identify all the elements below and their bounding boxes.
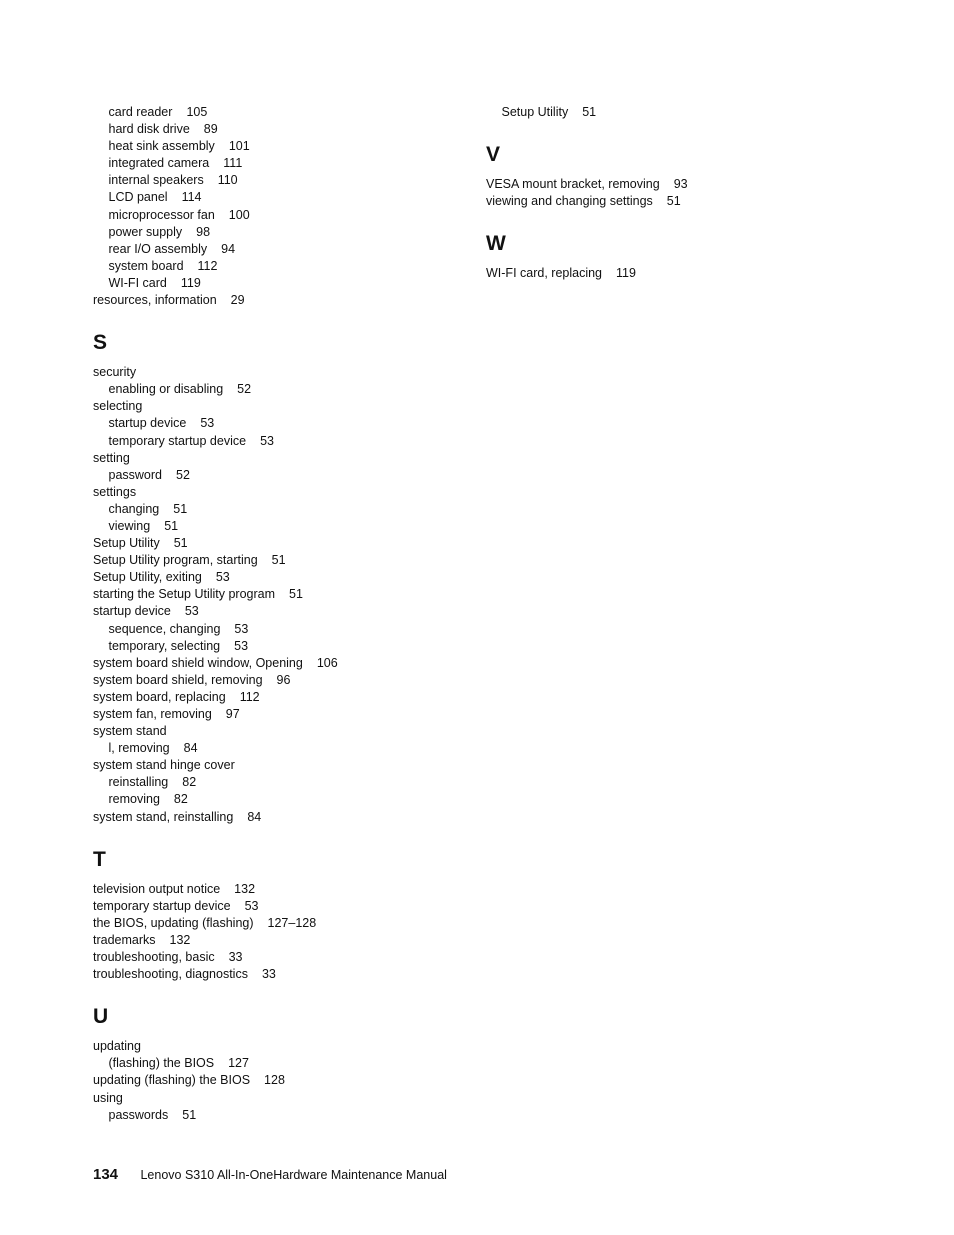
index-entry bbox=[486, 176, 866, 193]
entry-page-ref: 82 bbox=[173, 792, 188, 807]
entry-text: viewing and changing settings bbox=[486, 194, 653, 209]
entry-page-ref: 51 bbox=[582, 105, 597, 119]
entry-text: passwords bbox=[108, 1107, 169, 1122]
entry-page-ref: 127–128 bbox=[267, 915, 317, 930]
entry-text: Setup Utility bbox=[93, 536, 160, 551]
entry-text: updating bbox=[93, 1039, 141, 1054]
entry-page-ref: 112 bbox=[197, 258, 218, 273]
entry-page-ref: 53 bbox=[234, 638, 249, 653]
entry-text: startup device bbox=[108, 416, 187, 431]
entry-text: setting bbox=[93, 450, 130, 465]
index-entry bbox=[93, 292, 473, 309]
index-entry bbox=[93, 881, 473, 898]
entry-page-ref: 33 bbox=[261, 967, 276, 982]
index-subentry bbox=[93, 501, 473, 518]
entry-text: trademarks bbox=[93, 932, 156, 947]
entry-page-ref: 53 bbox=[200, 416, 215, 431]
entry-text: system fan, removing bbox=[93, 707, 212, 721]
entry-page-ref: 51 bbox=[164, 518, 179, 533]
entry-page-ref: 106 bbox=[316, 655, 338, 670]
entry-page-ref: 105 bbox=[186, 105, 208, 119]
index-entry bbox=[93, 398, 473, 415]
index-letter-heading: S bbox=[93, 331, 108, 355]
index-entry bbox=[93, 706, 473, 723]
index-subentry bbox=[93, 791, 473, 808]
entry-page-ref: 33 bbox=[228, 950, 243, 965]
entry-page-ref: 53 bbox=[215, 570, 230, 585]
entry-text: television output notice bbox=[93, 881, 221, 896]
entry-text: hard disk drive bbox=[108, 122, 190, 137]
entry-text: temporary startup device bbox=[108, 433, 247, 448]
entry-page-ref: 96 bbox=[276, 672, 291, 687]
index-entry bbox=[93, 932, 473, 949]
entry-text: troubleshooting, basic bbox=[93, 950, 215, 965]
entry-text: selecting bbox=[93, 399, 143, 414]
entry-text: reinstalling bbox=[108, 775, 169, 790]
index-subentry bbox=[93, 740, 473, 757]
index-entry bbox=[93, 535, 473, 552]
index-entry bbox=[93, 655, 473, 672]
entry-text: system stand bbox=[93, 724, 167, 739]
entry-text: the BIOS, updating (flashing) bbox=[93, 915, 254, 930]
entry-page-ref: 111 bbox=[223, 156, 243, 171]
entry-text: system board shield window, Opening bbox=[93, 655, 303, 670]
index-entry bbox=[93, 723, 473, 740]
entry-text: temporary startup device bbox=[93, 898, 231, 913]
index-column-right bbox=[486, 104, 866, 282]
index-subentry bbox=[93, 774, 473, 791]
entry-page-ref: 52 bbox=[176, 467, 190, 482]
index-entry bbox=[93, 915, 473, 932]
index-subentry bbox=[93, 207, 473, 224]
entry-page-ref: 119 bbox=[180, 275, 201, 290]
entry-page-ref: 29 bbox=[230, 293, 245, 308]
index-subentry bbox=[93, 467, 473, 484]
entry-text: WI-FI card, replacing bbox=[486, 266, 603, 281]
index-subentry bbox=[93, 275, 473, 292]
entry-page-ref: 53 bbox=[234, 621, 249, 636]
index-subentry bbox=[93, 155, 473, 172]
entry-text: startup device bbox=[93, 604, 171, 619]
entry-text: card reader bbox=[108, 105, 173, 119]
index-subentry bbox=[93, 121, 473, 138]
entry-page-ref: 132 bbox=[234, 881, 256, 896]
entry-page-ref: 101 bbox=[228, 139, 250, 154]
index-letter-heading: U bbox=[93, 1005, 109, 1029]
index-subentry bbox=[93, 415, 473, 432]
entry-page-ref: 51 bbox=[271, 553, 286, 568]
entry-page-ref: 93 bbox=[673, 177, 688, 192]
index-entry bbox=[93, 1038, 473, 1055]
entry-text: system stand hinge cover bbox=[93, 758, 235, 773]
entry-page-ref: 98 bbox=[196, 224, 211, 239]
entry-text: system board bbox=[108, 258, 184, 273]
entry-page-ref: 94 bbox=[221, 241, 236, 256]
index-entry bbox=[93, 689, 473, 706]
entry-text: rear I/O assembly bbox=[108, 241, 208, 256]
entry-page-ref: 53 bbox=[260, 433, 274, 448]
entry-page-ref: 51 bbox=[182, 1107, 197, 1122]
entry-text: troubleshooting, diagnostics bbox=[93, 967, 248, 982]
index-entry bbox=[93, 672, 473, 689]
index-entry bbox=[93, 757, 473, 774]
entry-text: security bbox=[93, 365, 137, 380]
manual-title: Lenovo S310 All-In-OneHardware Maintenance Manual bbox=[140, 1168, 447, 1182]
entry-text: password bbox=[108, 467, 162, 482]
entry-page-ref: 84 bbox=[247, 809, 262, 824]
entry-page-ref: 53 bbox=[244, 898, 259, 913]
index-subentry bbox=[486, 104, 866, 121]
index-entry bbox=[93, 586, 473, 603]
entry-page-ref: 52 bbox=[237, 382, 252, 397]
entry-text: using bbox=[93, 1090, 123, 1105]
index-subentry bbox=[93, 1055, 473, 1072]
index-entry bbox=[93, 484, 473, 501]
index-letter-heading: V bbox=[486, 143, 501, 167]
index-entry bbox=[93, 809, 473, 826]
entry-page-ref: 51 bbox=[173, 501, 188, 516]
entry-text: system board, replacing bbox=[93, 689, 226, 704]
entry-text: updating (flashing) the BIOS bbox=[93, 1073, 251, 1088]
entry-text: microprocessor fan bbox=[108, 207, 215, 222]
index-entry bbox=[93, 552, 473, 569]
entry-text: system stand, reinstalling bbox=[93, 809, 234, 824]
entry-page-ref: 127 bbox=[228, 1056, 249, 1071]
index-letter-heading: W bbox=[486, 232, 506, 256]
page-footer bbox=[93, 1166, 447, 1184]
index-entry bbox=[93, 450, 473, 467]
entry-text: VESA mount bracket, removing bbox=[486, 177, 660, 192]
entry-text: starting the Setup Utility program bbox=[93, 587, 276, 602]
entry-text: system board shield, removing bbox=[93, 672, 263, 687]
entry-text: removing bbox=[108, 792, 160, 807]
entry-text: viewing bbox=[108, 518, 151, 533]
entry-page-ref: 119 bbox=[616, 266, 636, 281]
index-entry bbox=[486, 265, 866, 282]
index-subentry bbox=[93, 381, 473, 398]
index-letter-heading: T bbox=[93, 847, 106, 871]
entry-page-ref: 132 bbox=[169, 932, 191, 947]
index-entry bbox=[93, 364, 473, 381]
index-subentry bbox=[93, 621, 473, 638]
entry-text: temporary, selecting bbox=[108, 638, 221, 653]
entry-text: l, removing bbox=[108, 741, 170, 756]
entry-page-ref: 53 bbox=[184, 604, 199, 619]
entry-text: changing bbox=[108, 501, 160, 516]
index-entry bbox=[93, 603, 473, 620]
entry-text: LCD panel bbox=[108, 190, 168, 205]
entry-page-ref: 89 bbox=[203, 122, 218, 137]
index-entry bbox=[93, 1072, 473, 1089]
index-subentry bbox=[93, 433, 473, 450]
index-subentry bbox=[93, 258, 473, 275]
page-number: 134 bbox=[93, 1166, 119, 1183]
index-subentry bbox=[93, 172, 473, 189]
entry-page-ref: 51 bbox=[289, 587, 303, 602]
entry-text: internal speakers bbox=[108, 173, 204, 188]
index-subentry bbox=[93, 224, 473, 241]
entry-page-ref: 128 bbox=[264, 1073, 285, 1088]
entry-page-ref: 51 bbox=[173, 536, 188, 551]
entry-text: Setup Utility program, starting bbox=[93, 553, 258, 568]
entry-text: settings bbox=[93, 484, 137, 499]
entry-text: heat sink assembly bbox=[108, 139, 215, 154]
index-column-left bbox=[93, 104, 473, 1124]
entry-text: enabling or disabling bbox=[108, 382, 224, 397]
index-entry bbox=[93, 949, 473, 966]
index-entry bbox=[93, 569, 473, 586]
entry-text: Setup Utility, exiting bbox=[93, 570, 202, 585]
entry-page-ref: 112 bbox=[239, 689, 260, 704]
entry-page-ref: 51 bbox=[666, 194, 681, 209]
index-subentry bbox=[93, 138, 473, 155]
entry-text: (flashing) the BIOS bbox=[108, 1056, 215, 1071]
entry-page-ref: 84 bbox=[183, 741, 198, 756]
index-entry bbox=[93, 966, 473, 983]
index-entry bbox=[93, 1090, 473, 1107]
entry-text: sequence, changing bbox=[108, 621, 221, 636]
entry-text: integrated camera bbox=[108, 156, 210, 171]
index-subentry bbox=[93, 241, 473, 258]
entry-text: WI-FI card bbox=[108, 275, 167, 290]
index-subentry bbox=[93, 638, 473, 655]
index-entry bbox=[93, 898, 473, 915]
entry-text: resources, information bbox=[93, 293, 217, 308]
entry-page-ref: 82 bbox=[182, 775, 197, 790]
entry-page-ref: 100 bbox=[228, 207, 250, 222]
index-subentry bbox=[93, 104, 473, 121]
entry-page-ref: 110 bbox=[217, 173, 238, 188]
index-subentry bbox=[93, 189, 473, 206]
index-subentry bbox=[93, 1107, 473, 1124]
index-subentry bbox=[93, 518, 473, 535]
entry-page-ref: 114 bbox=[181, 190, 202, 205]
entry-page-ref: 97 bbox=[225, 707, 240, 721]
entry-text: power supply bbox=[108, 224, 183, 239]
entry-text: Setup Utility bbox=[501, 105, 569, 119]
index-entry bbox=[486, 193, 866, 210]
